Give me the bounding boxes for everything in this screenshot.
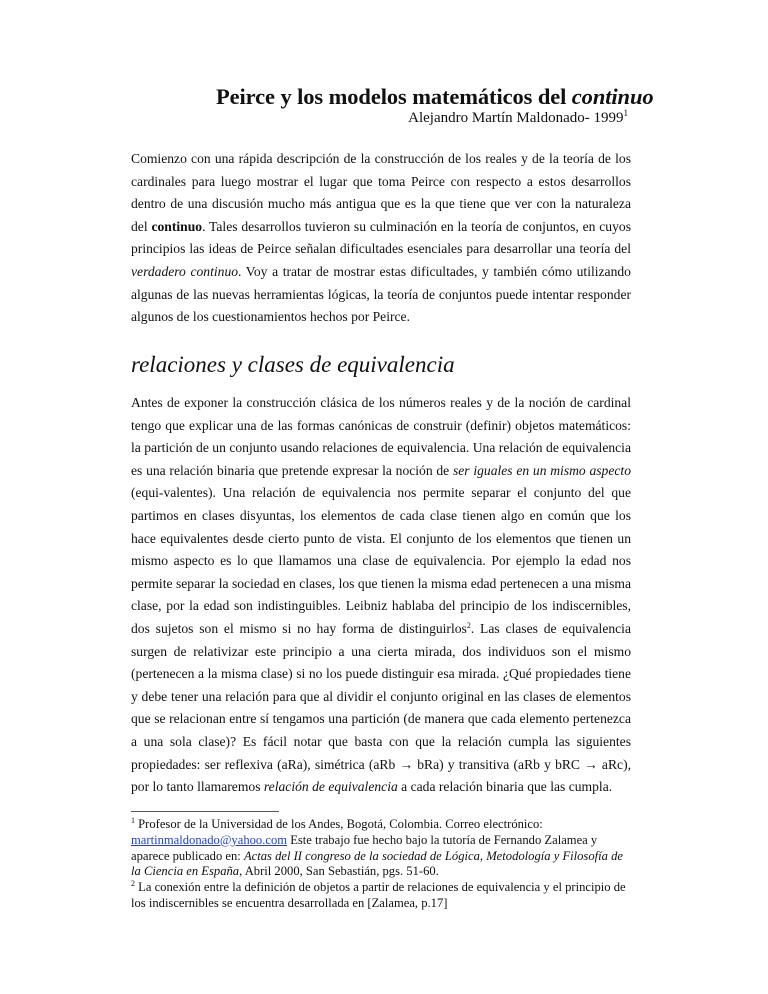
footnote-divider (131, 811, 279, 812)
footnote-text: La conexión entre la definición de objetos a partir de relaciones de equivalencia y el principio de los indiscernibles se encuentra desarrollada en [Zalamea, p.17] (131, 880, 626, 910)
intro-bold-term: continuo (151, 218, 203, 234)
document-title (216, 84, 654, 110)
footnote-text: , Abril 2000, San Sebastián, pgs. 51-60. (239, 864, 439, 879)
section-text: (equi-valentes). Una relación de equivalencia nos permite separar el conjunto del que partimos en clases disyuntas, los elementos de cada clase tienen algo en común que los hace equivalentes desde cierto punto de vista. El conjunto de los elementos que tienen un mismo aspecto es lo que llamamos una clase de equivalencia. Por ejemplo la edad nos permite separar la sociedad en clases, los que tienen la misma edad pertenecen a una misma clase, por la edad son indistinguibles. Leibniz hablaba del principio de los indiscernibles, dos sujetos son el mismo si no hay forma de distinguirlos (131, 485, 631, 636)
email-link[interactable]: martinmaldonado@yahoo.com (131, 832, 288, 847)
footnote-number: 1 (131, 816, 135, 825)
footnote-ref-2[interactable]: 2 (466, 620, 471, 630)
intro-text: . Voy a tratar de mostrar estas dificultades, y también cómo utilizando algunas de las nuevas herramientas lógicas, la teoría de conjuntos puede intentar responder algunos de los cuestionamientos hechos por Peirce. (131, 263, 631, 325)
section-text: Antes de exponer la construcción clásica de los números reales y de la noción de cardinal tengo que explicar una de las formas canónicas de construir (definir) objetos matemáticos: la partición de un conjunto usando relaciones de equivalencia. Una relación de equivalencia es una relación binaria que pretende expresar la noción de (131, 395, 631, 478)
section-italic-term: relación de equivalencia (263, 779, 398, 795)
author-name: Alejandro Martín Maldonado- 1999 (408, 110, 624, 126)
author-line (408, 110, 628, 127)
footnote-number: 2 (131, 879, 135, 889)
section-text: . Las clases de equivalencia surgen de relativizar este principio a una cierta mirada, dos individuos son el mismo (pertenecen a la misma clase) si no los puede distinguir esa mirada. ¿Qué propiedades tiene y debe tener una relación para que al dividir el conjunto original en las clases de elementos que se relacionan entre sí tengamos una partición (de manera que cada elemento pertenezca a una sola clase)? Es fácil notar que basta con que la relación cumpla las siguientes propiedades: ser reflexiva (aRa), simétrica (aRb → bRa) y transitiva (aRb y bRC → aRc), por lo tanto llamaremos (131, 620, 631, 795)
section-text: a cada relación binaria que las cumpla. (397, 779, 613, 795)
section-paragraph (131, 392, 631, 799)
section-heading: relaciones y clases de equivalencia (131, 352, 455, 377)
footnote-2 (131, 880, 631, 912)
intro-text: . Tales desarrollos tuvieron su culminación en la teoría de conjuntos, en cuyos principios las ideas de Peirce señalan dificultades esenciales para desarrollar una teoría del (131, 218, 631, 257)
footnote-text: Este trabajo fue hecho bajo la tutoría de Fernando Zalamea y aparece publicado en: (131, 832, 598, 863)
intro-italic-term: verdadero continuo (131, 263, 239, 279)
footnote-text: Profesor de la Universidad de los Andes, Bogotá, Colombia. Correo electrónico: (135, 817, 543, 831)
intro-text: Comienzo con una rápida descripción de la construcción de los reales y de la teoría de los cardinales para luego mostrar el lugar que toma Peirce con respecto a estos desarrollos dentro de una discusión mucho más antigua que es la que tiene que ver con la naturaleza del (131, 151, 631, 234)
section-italic-term: ser iguales en un mismo aspecto (452, 462, 631, 478)
title-main: Peirce y los modelos matemáticos del (216, 84, 572, 109)
footnote-1 (131, 817, 631, 880)
footnote-italic-citation: Actas del II congreso de la sociedad de Lógica, Metodología y Filosofía de la Ciencia en España (131, 848, 623, 879)
intro-paragraph (131, 148, 631, 329)
footnotes (131, 817, 631, 912)
title-emphasis: continuo (571, 84, 654, 109)
footnote-ref-1[interactable]: 1 (623, 108, 628, 118)
